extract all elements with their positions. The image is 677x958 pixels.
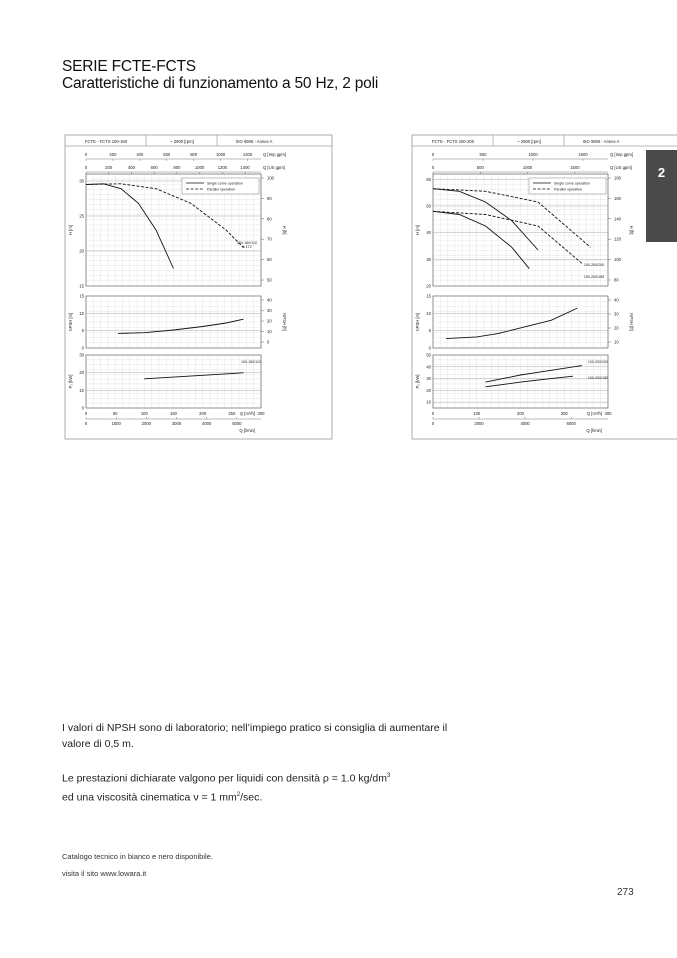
lmin-tick-label: 4000 <box>520 421 530 426</box>
usgpm-tick-label: 1500 <box>570 165 580 170</box>
head-tick-label: 20 <box>79 248 84 254</box>
npsh-right-tick-label: 10 <box>267 329 272 334</box>
npsh-tick-label: 0 <box>428 345 431 351</box>
usgpm-tick-label: 500 <box>476 165 484 170</box>
chart-header-cell: ~ 2900 [rpm] <box>517 139 541 144</box>
legend-box <box>529 178 606 194</box>
head-right-label: H [ft] <box>282 225 287 235</box>
head-right-tick-label: 160 <box>614 195 621 201</box>
npsh-right-tick-label: 20 <box>614 325 619 331</box>
chart-fcte-100-200 <box>411 134 677 440</box>
legend-label: Single curve operation <box>207 181 243 186</box>
head-tick-label: 40 <box>426 230 431 236</box>
head-right-tick-label: 140 <box>614 216 621 222</box>
igpm-tick-label: 1200 <box>242 152 253 157</box>
lmin-axis-label: Q [l/min] <box>239 428 255 433</box>
usgpm-tick-label: 600 <box>150 165 158 170</box>
igpm-tick-label: 600 <box>163 152 171 157</box>
x-tick-label: 400 <box>604 411 612 416</box>
chart-legend <box>182 178 259 194</box>
igpm-tick-label: 1000 <box>215 152 226 157</box>
head-tick-label: 30 <box>79 178 84 184</box>
chart-header-cell: ~ 2900 [rpm] <box>170 139 194 144</box>
x-tick-label: 0 <box>431 411 435 416</box>
x-tick-label: 300 <box>257 411 265 416</box>
perf-note-line2: ed una viscosità cinematica ν = 1 $mm^2/\sec$. <box>62 791 263 803</box>
x-tick-label: 100 <box>140 411 148 416</box>
igpm-axis-label: Q [Imp gpm] <box>263 152 287 157</box>
chart-fcte-100-160 <box>64 134 336 440</box>
chart-header-cell: ISO 9906 - Annex A <box>235 139 273 144</box>
x-tick-label: 200 <box>517 411 524 416</box>
power-tick-label: 10 <box>426 399 431 405</box>
power-tick-label: 20 <box>426 387 431 393</box>
lmin-tick-label: 0 <box>431 421 435 426</box>
npsh-tick-label: 5 <box>81 328 84 334</box>
head-tick-label: 25 <box>79 213 84 219</box>
igpm-tick-label: 500 <box>479 152 487 157</box>
npsh-ylabel: NPSH [m] <box>415 312 420 332</box>
npsh-ylabel: NPSH [m] <box>68 312 73 332</box>
power-curve-label: 100-160/110 <box>241 360 261 364</box>
head-right-tick-label: 80 <box>267 216 272 222</box>
igpm-tick-label: 400 <box>136 152 144 157</box>
x-tick-label: 100 <box>473 411 481 416</box>
usgpm-axis-label: Q [US gpm] <box>263 165 285 170</box>
head-tick-label: 60 <box>426 176 431 182</box>
legend-label: Single curve operation <box>554 181 590 186</box>
chart-legend <box>529 178 606 194</box>
head-right-tick-label: 100 <box>614 257 621 263</box>
npsh-tick-label: 10 <box>426 310 431 316</box>
igpm-tick-label: 1500 <box>578 152 588 157</box>
npsh-tick-label: 15 <box>426 293 431 299</box>
npsh-tick-label: 0 <box>81 345 84 351</box>
head-tick-label: 30 <box>426 256 431 262</box>
npsh-right-tick-label: 20 <box>267 318 272 324</box>
lmin-tick-label: 1000 <box>111 421 121 426</box>
power-tick-label: 10 <box>79 387 84 393</box>
igpm-tick-label: 200 <box>109 152 117 157</box>
lmin-tick-label: 5000 <box>232 421 242 426</box>
x-tick-label: 300 <box>560 411 568 416</box>
x-tick-label: 200 <box>199 411 207 416</box>
igpm-tick-label: 0 <box>84 152 88 157</box>
head-tick-label: 50 <box>426 203 431 209</box>
usgpm-tick-label: 200 <box>105 165 113 170</box>
head-tick-label: 20 <box>426 283 431 289</box>
lmin-axis-label: Q [l/min] <box>586 428 602 433</box>
x-axis-label: Q [m³/h] <box>239 411 255 416</box>
chart-header-cell: FCTE - FCTS 100-160 <box>84 139 128 144</box>
head-curve-label: 100-200/185 <box>583 275 605 279</box>
footer-website[interactable]: visita il sito www.lowara.it <box>62 869 147 878</box>
power-ylabel: P₂ [kW] <box>68 374 73 389</box>
power-tick-label: 20 <box>79 370 84 376</box>
head-curve-label: 100-160/110 <box>237 241 257 245</box>
npsh-right-label: NPSH [ft] <box>629 313 634 331</box>
npsh-right-tick-label: 30 <box>614 311 619 317</box>
lmin-tick-label: 3000 <box>171 421 182 426</box>
igpm-tick-label: 0 <box>431 152 435 157</box>
npsh-right-tick-label: 0 <box>267 339 270 345</box>
head-right-tick-label: 100 <box>267 175 274 181</box>
usgpm-tick-label: 800 <box>173 165 181 170</box>
usgpm-tick-label: 1400 <box>240 165 250 170</box>
power-tick-label: 40 <box>426 364 431 370</box>
head-ylabel: H [m] <box>68 224 73 236</box>
npsh-note <box>62 720 447 752</box>
lmin-tick-label: 2000 <box>141 421 152 426</box>
power-tick-label: 30 <box>426 376 431 382</box>
head-curve-label: 100-200/200 <box>583 263 605 267</box>
chart-svg <box>411 134 677 440</box>
head-curve-sublabel: ø 172 <box>242 245 252 249</box>
x-tick-label: 0 <box>84 411 88 416</box>
lmin-tick-label: 4000 <box>202 421 212 426</box>
head-tick-label: 15 <box>79 283 84 289</box>
lmin-tick-label: 2000 <box>474 421 484 426</box>
power-tick-label: 0 <box>81 405 84 411</box>
legend-label: Parallel operation <box>554 187 582 192</box>
head-right-tick-label: 60 <box>267 257 272 263</box>
npsh-right-tick-label: 40 <box>267 297 272 303</box>
head-right-label: H [ft] <box>629 225 634 235</box>
head-right-tick-label: 120 <box>614 236 621 242</box>
chart-svg <box>64 134 336 440</box>
x-tick-label: 50 <box>112 411 118 416</box>
usgpm-tick-label: 0 <box>84 165 88 170</box>
usgpm-tick-label: 400 <box>127 165 135 170</box>
head-right-tick-label: 80 <box>614 277 619 283</box>
igpm-tick-label: 1000 <box>528 152 538 157</box>
igpm-tick-label: 800 <box>190 152 198 157</box>
head-right-tick-label: 50 <box>267 277 272 283</box>
x-axis-label: Q [m³/h] <box>586 411 602 416</box>
lmin-tick-label: 0 <box>84 421 88 426</box>
npsh-tick-label: 15 <box>79 293 84 299</box>
perf-note <box>62 768 390 805</box>
head-right-tick-label: 90 <box>267 195 272 201</box>
legend-box <box>182 178 259 194</box>
x-tick-label: 250 <box>228 411 236 416</box>
igpm-axis-label: Q [Imp gpm] <box>610 152 634 157</box>
npsh-right-tick-label: 40 <box>614 297 619 303</box>
chart-header-cell: ISO 9906 - Annex A <box>582 139 620 144</box>
usgpm-tick-label: 1200 <box>217 165 228 170</box>
npsh-note-line2: valore di 0,5 m. <box>62 738 134 750</box>
lmin-tick-label: 6000 <box>566 421 576 426</box>
section-tab-label: 2 <box>657 165 666 180</box>
npsh-right-label: NPSH [ft] <box>282 313 287 331</box>
power-tick-label: 30 <box>79 352 84 358</box>
x-tick-label: 150 <box>170 411 177 416</box>
head-right-tick-label: 180 <box>614 175 621 181</box>
footer-catalog: Catalogo tecnico in bianco e nero disponibile. <box>62 852 213 861</box>
power-ylabel: P₂ [kW] <box>415 374 420 389</box>
power-curve-label: 100-200/200 <box>587 360 609 364</box>
power-tick-label: 50 <box>426 352 431 358</box>
usgpm-tick-label: 1000 <box>194 165 205 170</box>
chart-header-cell: FCTE - FCTS 100-200 <box>431 139 475 144</box>
npsh-right-tick-label: 30 <box>267 308 272 313</box>
legend-label: Parallel operation <box>207 187 235 192</box>
npsh-right-tick-label: 10 <box>614 339 619 345</box>
usgpm-tick-label: 0 <box>431 165 435 170</box>
perf-note-line1: Le prestazioni dichiarate valgono per liquidi con densità ρ = 1.0 $kg/dm^3$ <box>62 772 391 785</box>
page-number: 273 <box>617 887 634 898</box>
page-subtitle: Caratteristiche di funzionamento a 50 Hz, 2 poli <box>62 75 379 92</box>
head-right-tick-label: 70 <box>267 236 272 242</box>
npsh-note-line1: I valori di NPSH sono di laboratorio; nell’impiego pratico si consiglia di aumentare il <box>62 722 448 734</box>
usgpm-tick-label: 1000 <box>522 165 533 170</box>
power-curve-label: 100-200/185 <box>587 376 609 380</box>
head-ylabel: H [m] <box>415 224 420 236</box>
page-title: SERIE FCTE-FCTS <box>62 58 196 75</box>
npsh-tick-label: 5 <box>428 328 431 334</box>
npsh-tick-label: 10 <box>79 310 84 316</box>
usgpm-axis-label: Q [US gpm] <box>610 165 632 170</box>
